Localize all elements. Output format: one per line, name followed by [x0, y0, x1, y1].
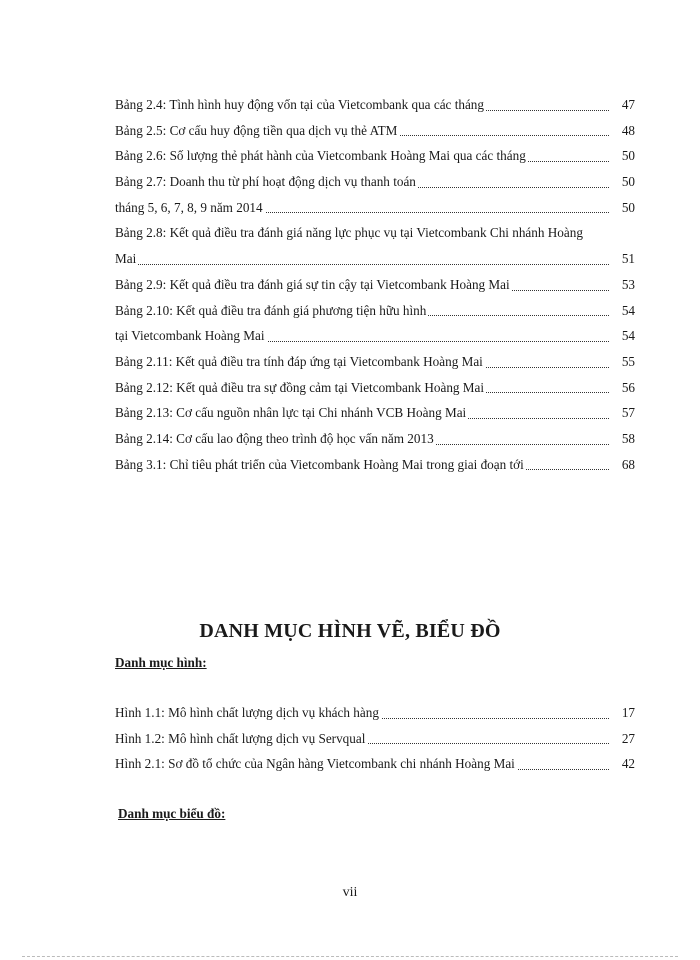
- figure-list: [115, 700, 635, 777]
- toc-entry-page: 68: [609, 452, 635, 478]
- toc-entry-page: 51: [609, 246, 635, 272]
- toc-entry-title: tại Vietcombank Hoàng Mai: [115, 323, 267, 349]
- toc-entry: [115, 323, 635, 349]
- toc-entry-page: 56: [609, 375, 635, 401]
- toc-entry-page: 27: [609, 726, 635, 752]
- toc-entry-title: Hình 1.1: Mô hình chất lượng dịch vụ khách hàng: [115, 700, 381, 726]
- toc-entry: [115, 118, 635, 144]
- page-bottom-divider: [22, 956, 678, 957]
- toc-entry-title: tháng 5, 6, 7, 8, 9 năm 2014: [115, 195, 265, 221]
- toc-entry: [115, 726, 635, 752]
- toc-entry-page: 50: [609, 143, 635, 169]
- toc-entry-page: 50: [609, 195, 635, 221]
- section-title: DANH MỤC HÌNH VẼ, BIỂU ĐỒ: [199, 620, 501, 642]
- chart-list-heading: Danh mục biểu đồ:: [118, 806, 226, 821]
- toc-entry-title: Bảng 3.1: Chỉ tiêu phát triển của Vietcombank Hoàng Mai trong giai đoạn tới: [115, 452, 526, 478]
- toc-entry-title: Bảng 2.8: Kết quả điều tra đánh giá năng lực phục vụ tại Vietcombank Chi nhánh Hoàng: [115, 220, 585, 246]
- toc-entry: [115, 143, 635, 169]
- table-list: [115, 92, 635, 477]
- toc-entry-page: 57: [609, 400, 635, 426]
- toc-entry-page: 47: [609, 92, 635, 118]
- toc-entry-title: Bảng 2.4: Tình hình huy động vốn tại của Vietcombank qua các tháng: [115, 92, 486, 118]
- toc-entry-title: Bảng 2.5: Cơ cấu huy động tiền qua dịch vụ thẻ ATM: [115, 118, 399, 144]
- toc-entry-page: 48: [609, 118, 635, 144]
- dot-leader: [115, 264, 609, 265]
- toc-entry-page: 53: [609, 272, 635, 298]
- toc-entry: [115, 169, 635, 195]
- toc-entry-title: Mai: [115, 246, 138, 272]
- page-number: vii: [342, 885, 358, 900]
- toc-entry-title: Bảng 2.7: Doanh thu từ phí hoạt động dịch vụ thanh toán: [115, 169, 418, 195]
- toc-entry-page: 55: [609, 349, 635, 375]
- toc-entry-title: Bảng 2.6: Số lượng thẻ phát hành của Vietcombank Hoàng Mai qua các tháng: [115, 143, 528, 169]
- toc-entry: [115, 195, 635, 221]
- toc-entry: [115, 220, 635, 246]
- toc-entry-title: Bảng 2.14: Cơ cấu lao động theo trình độ học vấn năm 2013: [115, 426, 436, 452]
- toc-entry: [115, 375, 635, 401]
- toc-entry: [115, 349, 635, 375]
- toc-entry-title: Bảng 2.10: Kết quả điều tra đánh giá phương tiện hữu hình: [115, 298, 428, 324]
- toc-entry: [115, 426, 635, 452]
- toc-entry-title: Bảng 2.11: Kết quả điều tra tính đáp ứng tại Vietcombank Hoàng Mai: [115, 349, 485, 375]
- toc-entry: [115, 751, 635, 777]
- toc-entry: [115, 400, 635, 426]
- figure-list-heading: Danh mục hình:: [115, 655, 207, 670]
- toc-entry-page: 42: [609, 751, 635, 777]
- toc-entry-page: 50: [609, 169, 635, 195]
- toc-entry: [115, 92, 635, 118]
- toc-entry: [115, 298, 635, 324]
- toc-entry: [115, 246, 635, 272]
- toc-entry-page: 58: [609, 426, 635, 452]
- toc-entry-title: Hình 1.2: Mô hình chất lượng dịch vụ Servqual: [115, 726, 367, 752]
- toc-entry-page: 54: [609, 323, 635, 349]
- toc-entry: [115, 452, 635, 478]
- toc-entry-page: 17: [609, 700, 635, 726]
- toc-entry: [115, 700, 635, 726]
- toc-entry: [115, 272, 635, 298]
- toc-entry-page: 54: [609, 298, 635, 324]
- toc-entry-title: Bảng 2.12: Kết quả điều tra sự đồng cảm tại Vietcombank Hoàng Mai: [115, 375, 486, 401]
- toc-entry-title: Hình 2.1: Sơ đồ tổ chức của Ngân hàng Vietcombank chi nhánh Hoàng Mai: [115, 751, 517, 777]
- toc-entry-title: Bảng 2.9: Kết quả điều tra đánh giá sự tin cậy tại Vietcombank Hoàng Mai: [115, 272, 512, 298]
- toc-entry-title: Bảng 2.13: Cơ cấu nguồn nhân lực tại Chi nhánh VCB Hoàng Mai: [115, 400, 468, 426]
